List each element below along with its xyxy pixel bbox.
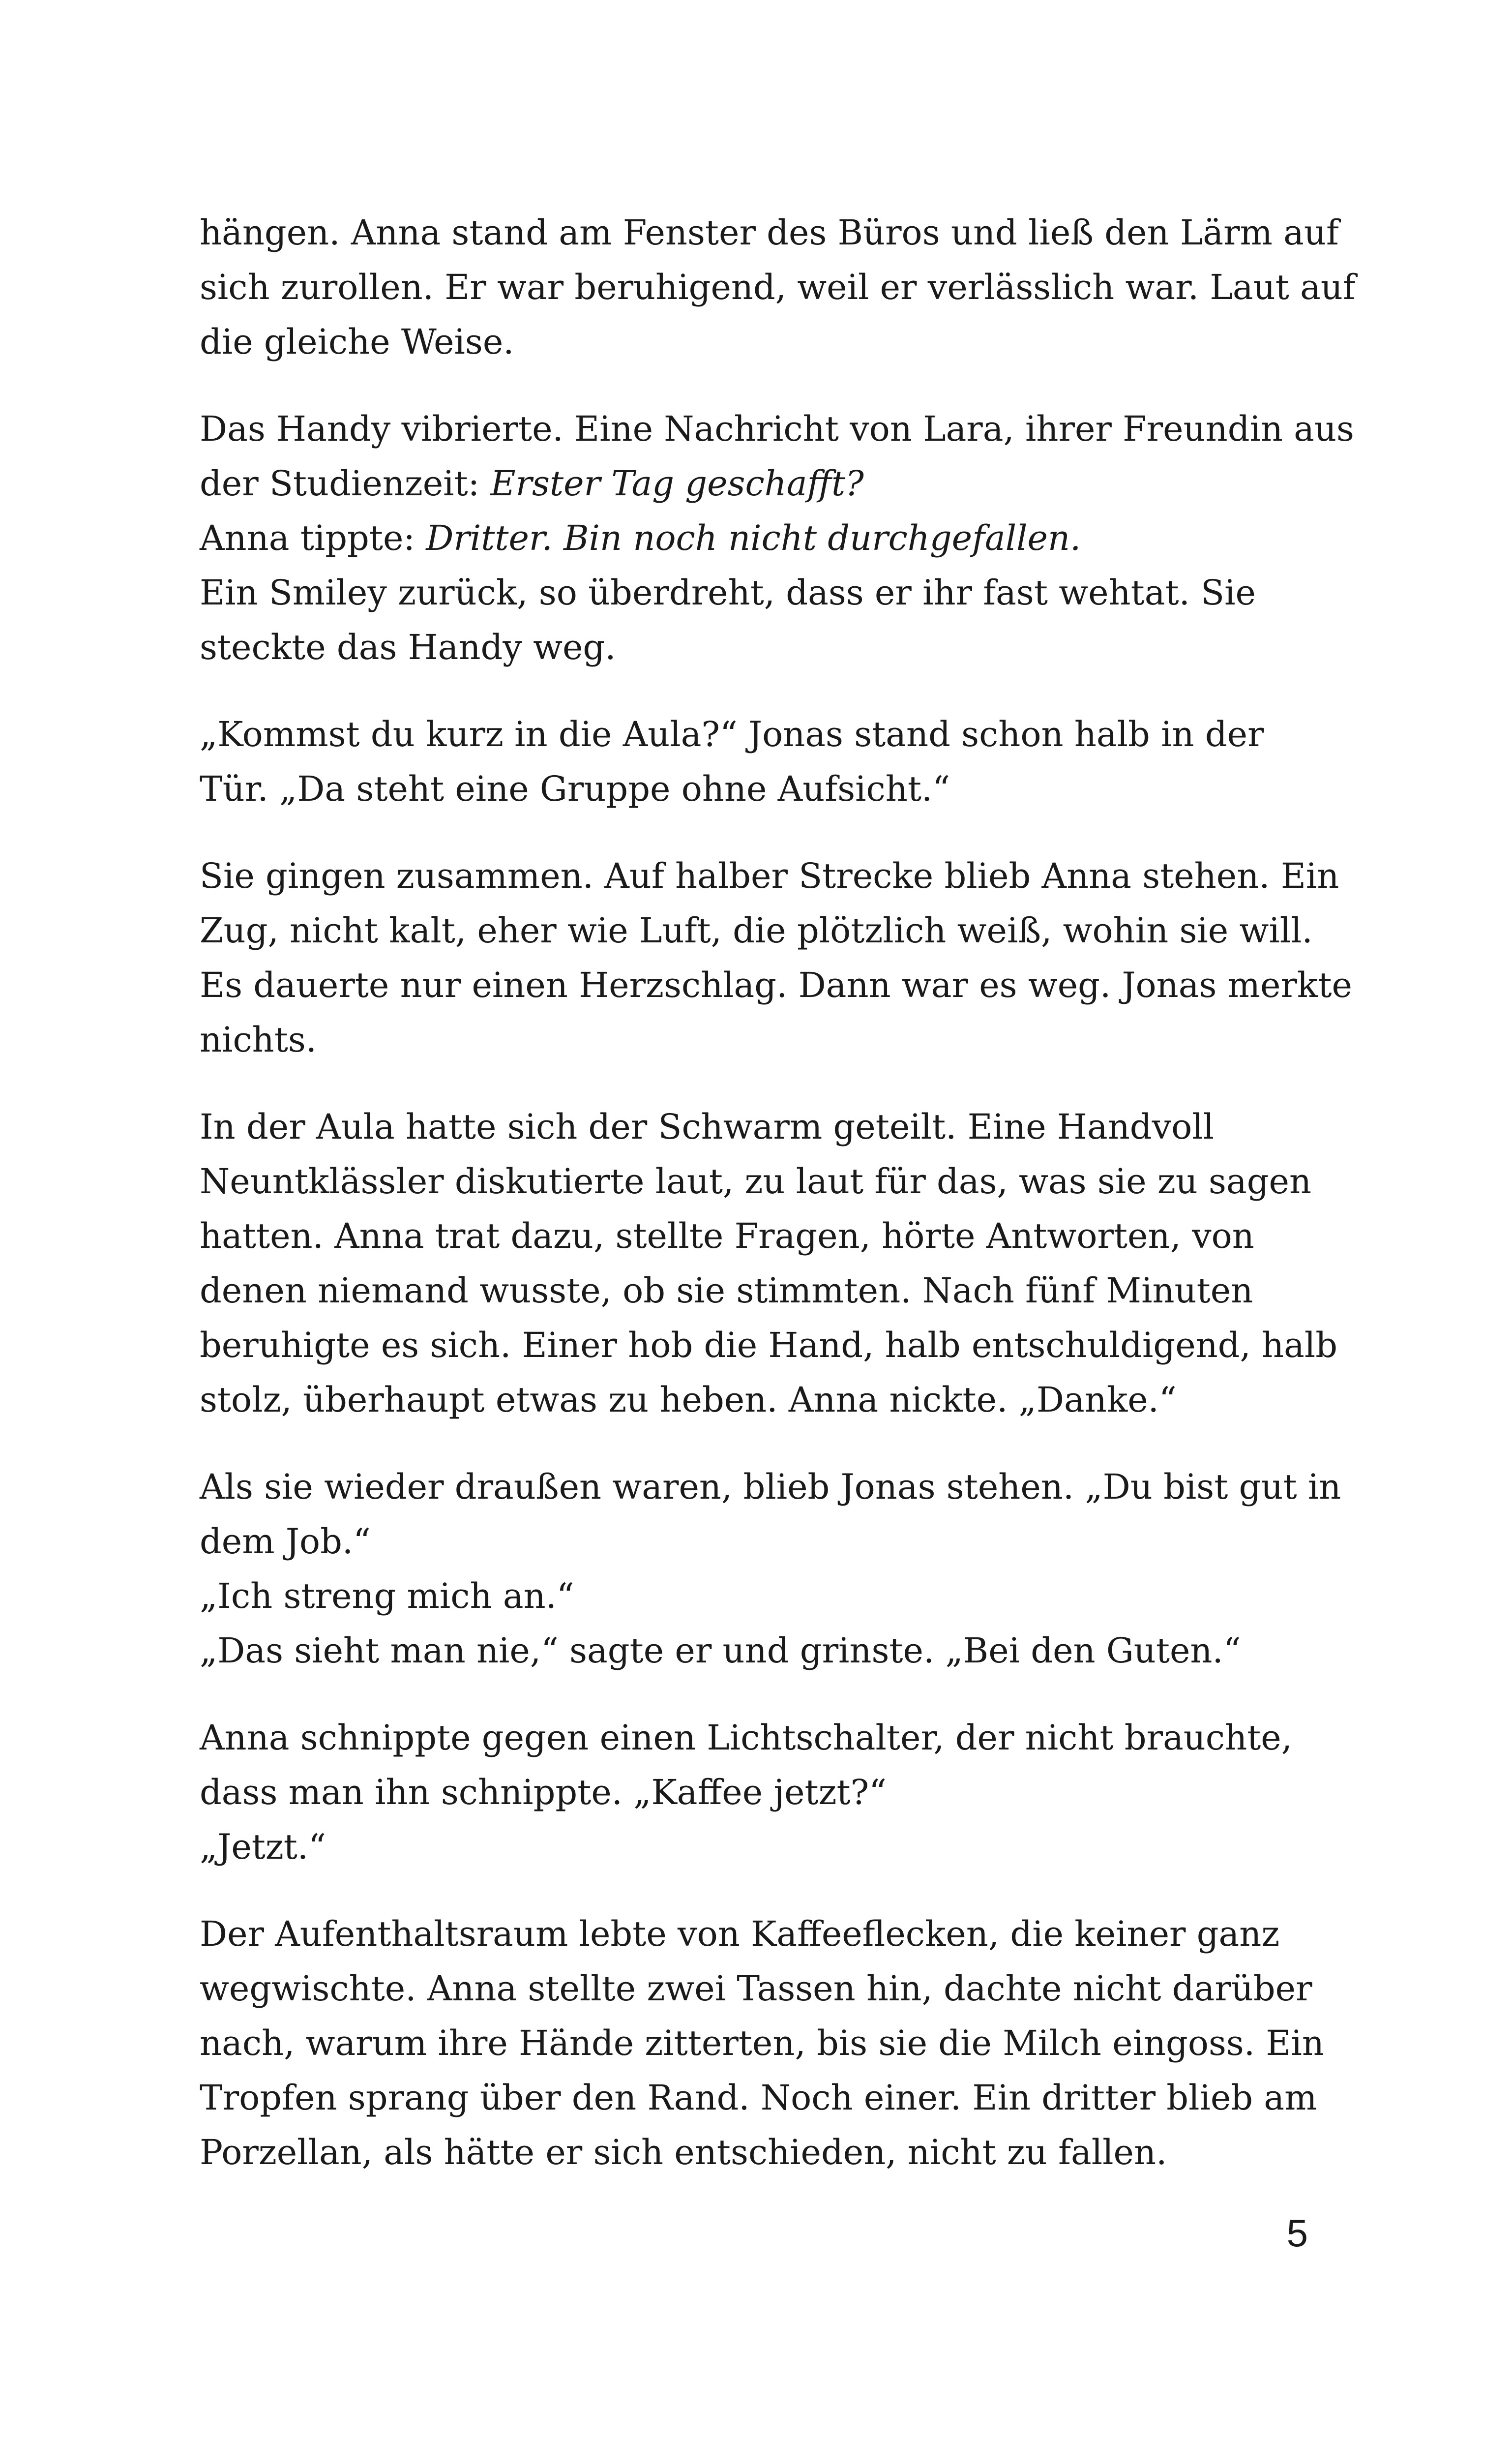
text-line — [200, 1907, 1306, 1961]
paragraph — [200, 1100, 1338, 1427]
text-segment: „Kommst du kurz in die Aula?“ Jonas stand schon halb in der — [200, 714, 1264, 754]
body-text — [200, 206, 1356, 2212]
paragraph — [200, 402, 1354, 675]
text-segment: Neuntklässler diskutierte laut, zu laut für das, was sie zu sagen — [200, 1161, 1312, 1202]
text-line — [200, 260, 1356, 315]
paragraph — [200, 1907, 1324, 2180]
text-segment: Zug, nicht kalt, eher wie Luft, die plötzlich weiß, wohin sie will. — [200, 910, 1313, 951]
text-segment: Als sie wieder draußen waren, blieb Jonas stehen. „Du bist gut in — [200, 1467, 1341, 1507]
text-line — [200, 1264, 1306, 1318]
text-segment: Anna schnippte gegen einen Lichtschalter, der nicht brauchte, — [200, 1718, 1292, 1758]
text-segment: wegwischte. Anna stellte zwei Tassen hin, dachte nicht darüber — [200, 1968, 1312, 2009]
text-line — [200, 1100, 1306, 1154]
text-line — [200, 1569, 1306, 1624]
text-line — [200, 1154, 1312, 1209]
paragraph — [200, 1711, 1306, 1874]
text-line — [200, 1961, 1312, 2016]
text-segment: Porzellan, als hätte er sich entschieden, nicht zu fallen. — [200, 2132, 1167, 2172]
text-line — [200, 1624, 1306, 1678]
text-segment: nichts. — [200, 1020, 317, 1060]
paragraph — [200, 206, 1356, 369]
text-line — [200, 1765, 1306, 1820]
paragraph — [200, 707, 1306, 816]
text-segment: denen niemand wusste, ob sie stimmten. Nach fünf Minuten — [200, 1270, 1253, 1311]
text-segment: Der Aufenthaltsraum lebte von Kaffeeflecken, die keiner ganz — [200, 1914, 1280, 1954]
text-line — [200, 707, 1306, 762]
text-line — [200, 620, 1306, 675]
text-segment: Tür. „Da steht eine Gruppe ohne Aufsicht.“ — [200, 769, 950, 809]
text-segment: hängen. Anna stand am Fenster des Büros und ließ den Lärm auf — [200, 212, 1339, 253]
text-segment: nach, warum ihre Hände zitterten, bis sie die Milch eingoss. Ein — [200, 2023, 1324, 2063]
text-line — [200, 2071, 1317, 2125]
page-number: 5 — [1286, 2211, 1308, 2255]
paragraph — [200, 1460, 1341, 1678]
text-line — [200, 762, 1306, 816]
text-segment: In der Aula hatte sich der Schwarm geteilt. Eine Handvoll — [200, 1107, 1215, 1147]
text-segment: der Studienzeit: — [200, 463, 491, 504]
text-segment: dass man ihn schnippte. „Kaffee jetzt?“ — [200, 1772, 887, 1812]
text-segment: hatten. Anna trat dazu, stellte Fragen, hörte Antworten, von — [200, 1216, 1254, 1256]
text-line — [200, 1013, 1306, 1067]
text-segment: „Das sieht man nie,“ sagte er und grinste. „Bei den Guten.“ — [200, 1630, 1241, 1671]
text-segment: stolz, überhaupt etwas zu heben. Anna nickte. „Danke.“ — [200, 1380, 1177, 1420]
text-line — [200, 904, 1313, 958]
text-segment: Ein Smiley zurück, so überdreht, dass er ihr fast wehtat. Sie — [200, 573, 1256, 613]
text-line — [200, 2125, 1306, 2180]
text-segment: Es dauerte nur einen Herzschlag. Dann war es weg. Jonas merkte — [200, 965, 1352, 1005]
text-segment: beruhigte es sich. Einer hob die Hand, halb entschuldigend, halb — [200, 1325, 1338, 1365]
text-line — [200, 1373, 1306, 1427]
text-segment: Anna tippte: — [200, 518, 426, 558]
text-line — [200, 849, 1339, 904]
text-line — [200, 1460, 1341, 1514]
text-segment: „Ich streng mich an.“ — [200, 1576, 574, 1616]
text-line — [200, 402, 1354, 456]
text-line — [200, 566, 1306, 620]
text-line — [200, 1209, 1306, 1264]
text-line — [200, 315, 1306, 369]
text-segment: Sie gingen zusammen. Auf halber Strecke blieb Anna stehen. Ein — [200, 856, 1339, 896]
text-line — [200, 1711, 1306, 1765]
text-segment: die gleiche Weise. — [200, 322, 514, 362]
paragraph — [200, 849, 1352, 1067]
text-segment: Das Handy vibrierte. Eine Nachricht von Lara, ihrer Freundin aus — [200, 409, 1354, 449]
italic-text: Erster Tag geschafft? — [490, 463, 864, 504]
text-segment: sich zurollen. Er war beruhigend, weil er verlässlich war. Laut auf — [200, 267, 1356, 307]
text-line — [200, 206, 1339, 260]
text-line — [200, 1318, 1338, 1373]
text-segment: „Jetzt.“ — [200, 1827, 326, 1867]
text-line — [200, 456, 1306, 511]
text-line — [200, 511, 1306, 566]
italic-text: Dritter. Bin noch nicht durchgefallen. — [426, 518, 1081, 558]
text-segment: steckte das Handy weg. — [200, 627, 616, 667]
text-line — [200, 2016, 1324, 2071]
text-line — [200, 958, 1352, 1013]
text-line — [200, 1514, 1306, 1569]
text-segment: dem Job.“ — [200, 1521, 371, 1562]
text-segment: Tropfen sprang über den Rand. Noch einer. Ein dritter blieb am — [200, 2078, 1317, 2118]
text-line — [200, 1820, 1306, 1874]
